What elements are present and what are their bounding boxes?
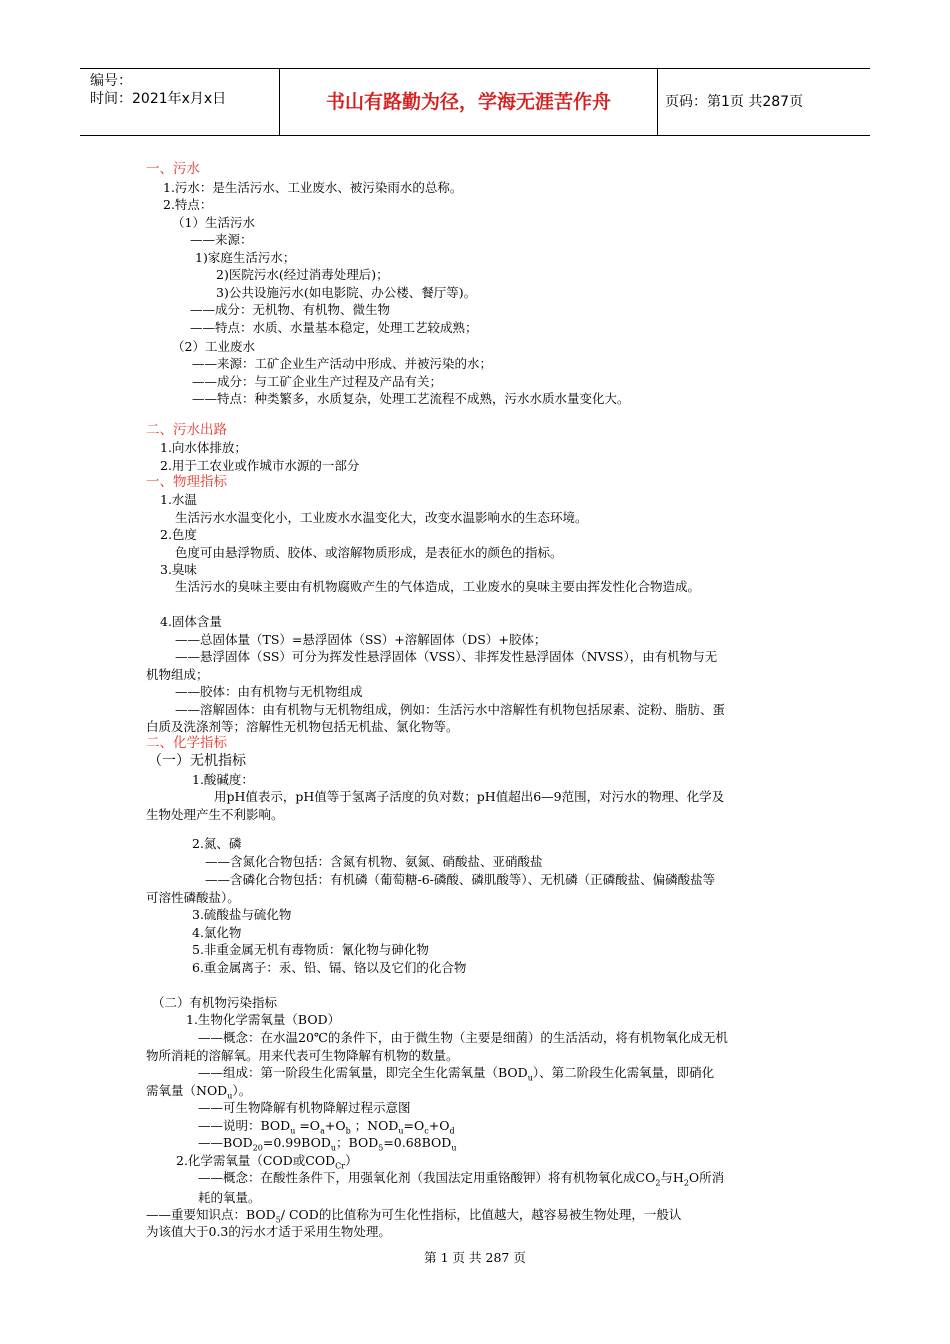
text-line: 2.化学需氧量（COD或$COD_{Cr}$） [176,1153,358,1171]
text-line: ——组成：第一阶段生化需氧量，即完全生化需氧量$(BOD_u)$、第二阶段生化需氧量，即硝化 [198,1065,715,1083]
text-line: 生活污水水温变化小，工业废水水温变化大，改变水温影响水的生态环境。 [175,510,588,525]
text-line: 2.用于工农业或作城市水源的一部分 [160,458,360,473]
text-line: 白质及洗涤剂等；溶解性无机物包括无机盐、氯化物等。 [146,719,459,734]
text-line: 可溶性磷酸盐）。 [146,890,240,905]
text-line: 1.生物化学需氧量（BOD） [186,1012,341,1027]
text-line: 物所消耗的溶解氧。用来代表可生物降解有机物的数量。 [146,1048,459,1063]
text-line: （二）有机物污染指标 [152,995,278,1010]
text-line: ——概念：在水温20℃的条件下，由于微生物（主要是细菌）的生活活动，将有机物氧化成无机 [198,1030,728,1045]
text-line: （1）生活污水 [172,215,255,230]
text-line: 色度可由悬浮物质、胶体、或溶解物质形成，是表征水的颜色的指标。 [175,545,563,560]
text-line: 4.氯化物 [192,925,242,940]
text-line: 机物组成； [146,667,209,682]
text-line: ——概念：在酸性条件下，用强氧化剂（我国法定用重铬酸钾）将有机物氧化成$CO_2$与$H_2O$所消 [198,1170,725,1188]
text-line: ——来源：工矿企业生产活动中形成、并被污染的水； [192,356,493,371]
text-line: ——可生物降解有机物降解过程示意图 [198,1100,411,1115]
header-meta [80,69,280,135]
section-heading: 一、物理指标 [146,474,227,490]
text-line: ——特点：种类繁多，水质复杂，处理工艺流程不成熟，污水水质水量变化大。 [192,391,630,406]
section-heading: 一、污水 [146,161,200,177]
text-line: 2.色度 [160,527,197,542]
section-heading: 二、污水出路 [146,422,227,438]
text-line: ——成分：与工矿企业生产过程及产品有关； [192,374,443,389]
text-line: ——溶解固体：由有机物与无机物组成，例如：生活污水中溶解性有机物包括尿素、淀粉、脂肪、蛋 [175,702,726,717]
text-line: 1)家庭生活污水； [195,250,296,265]
text-line: 生物处理产生不利影响。 [146,807,284,822]
text-line: （2）工业废水 [172,339,255,354]
text-line: 3.硫酸盐与硫化物 [192,907,292,922]
text-line: ——来源： [190,232,253,247]
text-line: 5.非重金属无机有毒物质：氰化物与砷化物 [192,942,429,957]
text-line: 2.氮、磷 [192,836,242,851]
section-heading: 二、化学指标 [146,735,227,751]
text-line: 用pH值表示，pH值等于氢离子活度的负对数；pH值超出6—9范围，对污水的物理、化学及 [214,789,725,804]
text-line: ——说明：$BOD_u =O_a+O_b$ ；$NOD_u=O_c+O_d$ [198,1118,455,1136]
text-line: 1.水温 [160,492,197,507]
text-line: ——悬浮固体（SS）可分为挥发性悬浮固体（VSS）、非挥发性悬浮固体（NVSS），由有机物与无 [175,649,718,664]
text-line: 6.重金属离子：汞、铅、镉、铬以及它们的化合物 [192,960,467,975]
text-line: 2.特点： [163,197,213,212]
text-line: 4.固体含量 [160,614,222,629]
text-line: ——含磷化合物包括：有机磷（葡萄糖-6-磷酸、磷肌酸等）、无机磷（正磷酸盐、偏磷酸盐等 [205,872,716,887]
text-line: 为该值大于0.3的污水才适于采用生物处理。 [146,1224,391,1239]
text-line: 1.向水体排放； [160,440,247,455]
text-line: ——胶体：由有机物与无机物组成 [175,684,363,699]
number-label: 编号： [90,73,132,89]
page-label: 页码：第1页 共287页 [665,94,804,110]
text-line: 耗的氧量。 [198,1190,261,1205]
motto: 书山有路勤为径，学海无涯苦作舟 [280,69,658,135]
text-line: 需氧量$(NOD_u)$。 [146,1083,252,1101]
time-label: 时间：2021年x月x日 [90,91,227,107]
text-line: ——总固体量（TS）=悬浮固体（SS）+溶解固体（DS）+胶体； [175,632,547,647]
text-line: 生活污水的臭味主要由有机物腐败产生的气体造成，工业废水的臭味主要由挥发性化合物造成。 [175,579,701,594]
text-line: 1.污水：是生活污水、工业废水、被污染雨水的总称。 [163,180,463,195]
text-line: 1.酸碱度： [192,772,254,787]
text-line: 3.臭味 [160,562,197,577]
text-line: $——BOD_{20}=0.99BOD_u$；$BOD_5=0.68BOD_u$ [198,1135,457,1153]
text-line: 3)公共设施污水(如电影院、办公楼、餐厅等)。 [216,285,477,300]
text-line: ——成分：无机物、有机物、微生物 [190,302,391,317]
text-line: ——特点：水质、水量基本稳定，处理工艺较成熟； [190,320,478,335]
page-header [80,68,870,136]
text-line: ——重要知识点：$BOD_5/$ COD的比值称为可生化性指标，比值越大，越容易被生物处理，一般认 [146,1207,682,1225]
text-line: ——含氮化合物包括：含氮有机物、氨氮、硝酸盐、亚硝酸盐 [205,854,543,869]
text-line: 2)医院污水(经过消毒处理后)； [216,267,389,282]
page-footer: 第 1 页 共 287 页 [424,1250,526,1265]
text-line: （一）无机指标 [148,753,246,769]
